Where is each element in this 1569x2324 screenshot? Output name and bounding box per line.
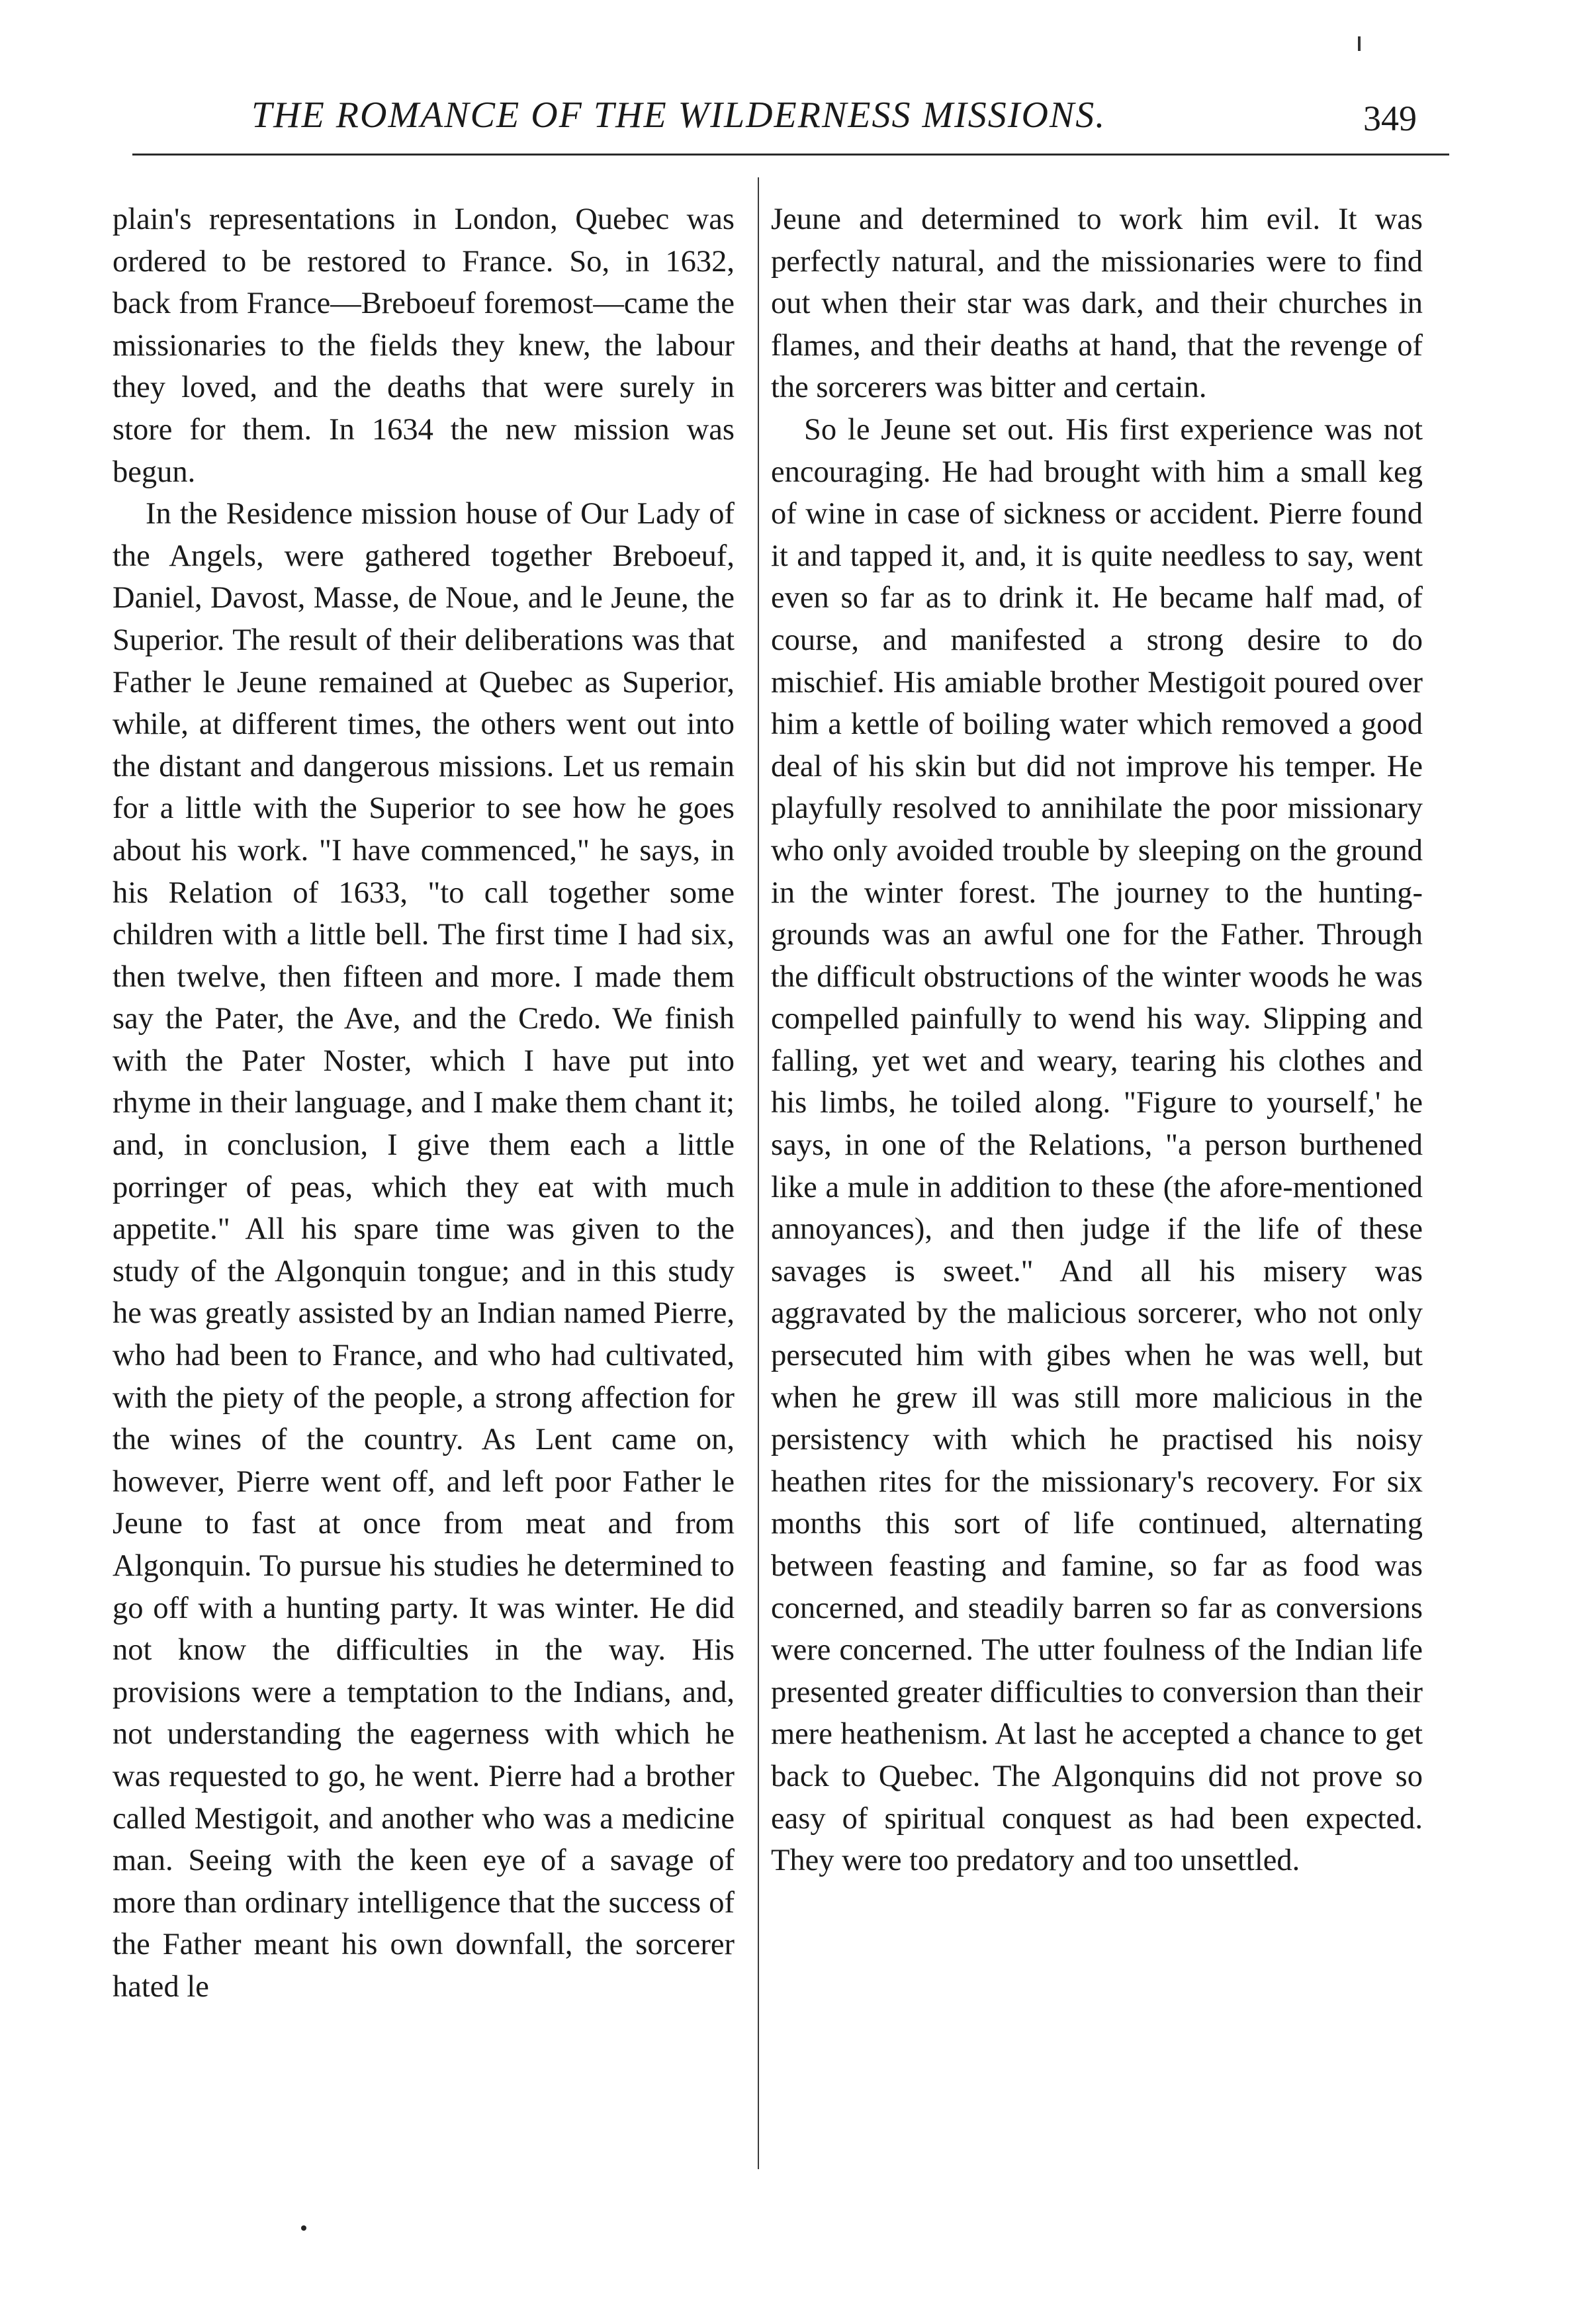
page-number: 349 <box>1363 99 1417 138</box>
paragraph: plain's representations in London, Quebec was ordered to be restored to France. So, in 1632, back from France—Breboeuf foremost—came the missionaries to the fields they knew, the labour they loved, and the deaths that were surely in store for them. In 1634 the new mission was begun. <box>112 202 735 489</box>
paragraph: So le Jeune set out. His first experience was not encouraging. He had brought with him a small keg of wine in case of sickness or accident. Pierre found it and tapped it, and, it is quite needless to say, went even so far as to drink it. He became half mad, of course, and manifested a strong desire to do mischief. His amiable brother Mestigoit poured over him a kettle of boiling water which removed a good deal of his skin but did not improve his temper. He playfully resolved to annihilate the poor missionary who only avoided trouble by sleeping on the ground in the winter forest. The journey to the hunting-grounds was an awful one for the Father. Through the difficult obstructions of the winter woods he was compelled painfully to wend his way. Slipping and falling, yet wet and weary, tearing his clothes and his limbs, he toiled along. "Figure to yourself,' he says, in one of the Relations, "a person burthened like a mule in addition to these (the afore-mentioned annoyances), and then judge if the life of these savages is sweet." And all his misery was aggravated by the malicious sorcerer, who not only persecuted him with gibes when he was well, but when he grew ill was still more malicious in the persistency with which he practised his noisy heathen rites for the missionary's recovery. For six months this sort of life continued, alternating between feasting and famine, so far as food was concerned, and steadily barren so far as conversions were concerned. The utter foulness of the Indian life presented greater difficulties to conversion than their mere heathenism. At last he accepted a chance to get back to Quebec. The Algonquins did not prove so easy of spiritual conquest as had been expected. They were too predatory and too unsettled. <box>771 412 1423 1878</box>
paragraph: Jeune and determined to work him evil. It was perfectly natural, and the missionaries were to find out when their star was dark, and their churches in flames, and their deaths at hand, that the revenge of the sorcerers was bitter and certain. <box>771 202 1423 405</box>
header-rule <box>132 154 1449 156</box>
page-edge-mark <box>1358 36 1361 51</box>
right-column <box>771 199 1423 1882</box>
column-divider <box>758 177 759 2169</box>
paragraph: In the Residence mission house of Our Lady of the Angels, were gathered together Breboeuf, Daniel, Davost, Masse, de Noue, and le Jeune, the Superior. The result of their deliberations was that Father le Jeune remained at Quebec as Superior, while, at different times, the others went out into the distant and dangerous missions. Let us remain for a little with the Superior to see how he goes about his work. "I have commenced," he says, in his Relation of 1633, "to call together some children with a little bell. The first time I had six, then twelve, then fifteen and more. I made them say the Pater, the Ave, and the Credo. We finish with the Pater Noster, which I have put into rhyme in their language, and I make them chant it; and, in conclusion, I give them each a little porringer of peas, which they eat with much appetite." All his spare time was given to the study of the Algonquin tongue; and in this study he was greatly assisted by an Indian named Pierre, who had been to France, and who had cultivated, with the piety of the people, a strong affection for the wines of the country. As Lent came on, however, Pierre went off, and left poor Father le Jeune to fast at once from meat and from Algonquin. To pursue his studies he determined to go off with a hunting party. It was winter. He did not know the difficulties in the way. His provisions were a temptation to the Indians, and, not understanding the eagerness with which he was requested to go, he went. Pierre had a brother called Mestigoit, and another who was a medicine man. Seeing with the keen eye of a savage of more than ordinary intelligence that the success of the Father meant his own downfall, the sorcerer hated le <box>112 497 735 2004</box>
footer-dot <box>301 2225 306 2231</box>
running-title: THE ROMANCE OF THE WILDERNESS MISSIONS. <box>251 95 1106 136</box>
left-column <box>112 199 735 2008</box>
